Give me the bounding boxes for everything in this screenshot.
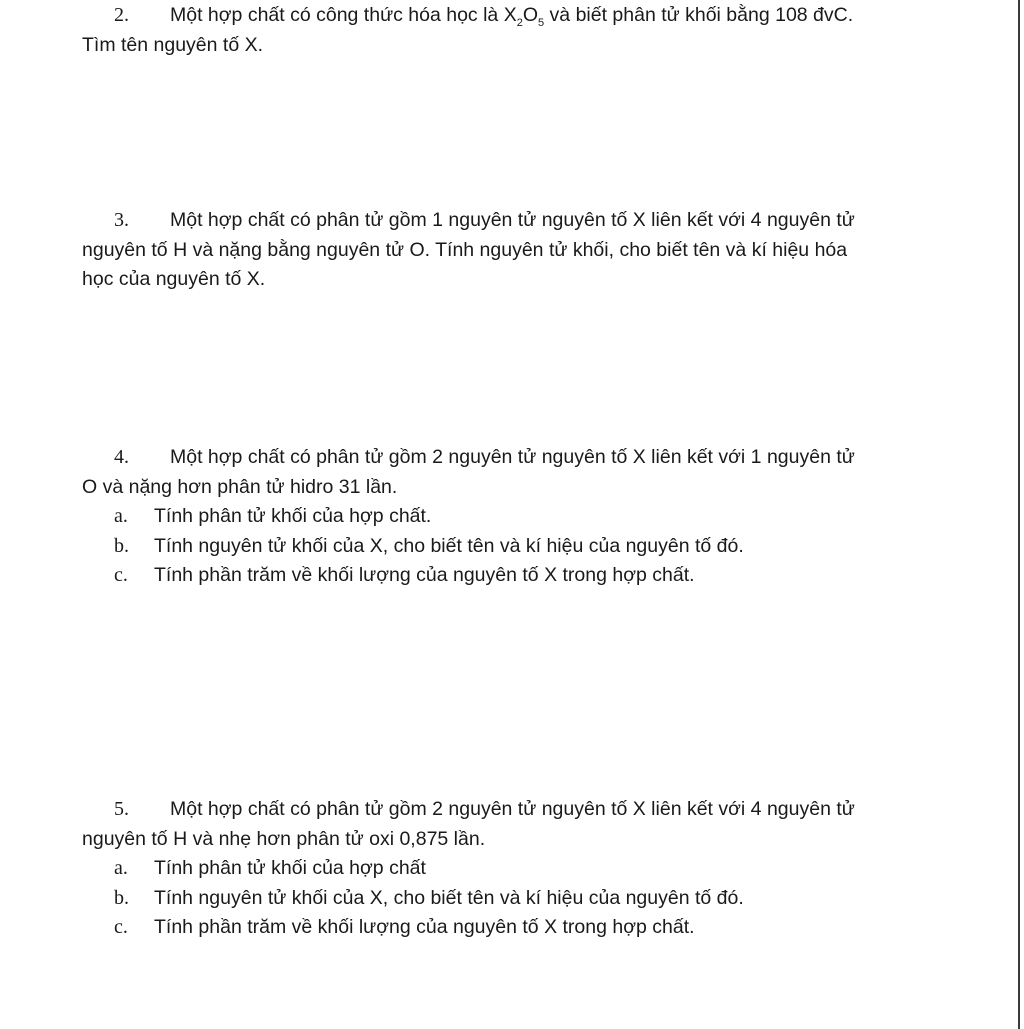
sub-question-text: Tính phần trăm về khối lượng của nguyên tố X trong hợp chất. [154,916,695,938]
question-4-line-2: O và nặng hơn phân tử hidro 31 lần. [82,475,398,498]
question-number: 4. [114,446,129,468]
question-text: Một hợp chất có phân tử gồm 2 nguyên tử nguyên tố X liên kết với 1 nguyên tử [170,446,855,468]
sub-question-label: b. [114,534,129,557]
formula-element: O [522,4,539,26]
question-3-line-2: nguyên tố H và nặng bằng nguyên tử O. Tính nguyên tử khối, cho biết tên và kí hiệu hóa [82,238,848,261]
sub-question-c [82,561,932,591]
question-3-line-1 [82,206,932,236]
question-number: 3. [114,209,129,231]
sub-question-text: Tính nguyên tử khối của X, cho biết tên và kí hiệu của nguyên tố đó. [154,886,744,909]
sub-question-label: a. [114,857,128,879]
question-number: 2. [114,4,129,26]
question-5-line-2: nguyên tố H và nhẹ hơn phân tử oxi 0,875 lần. [82,827,486,850]
sub-question-text: Tính phân tử khối của hợp chất [154,857,426,879]
question-4 [82,443,932,591]
question-2 [82,1,932,60]
sub-question-a [82,854,932,884]
question-number: 5. [114,798,129,820]
question-text: Một hợp chất có phân tử gồm 1 nguyên tử nguyên tố X liên kết với 4 nguyên tử [170,209,855,231]
sub-question-text: Tính phân tử khối của hợp chất. [154,505,432,527]
question-3 [82,206,932,295]
sub-question-c [82,913,932,943]
question-5-line-1 [82,795,932,825]
sub-question-text: Tính phần trăm về khối lượng của nguyên tố X trong hợp chất. [154,564,695,586]
sub-question-label: c. [114,564,128,586]
question-text: và biết phân tử khối bằng 108 đvC. [544,4,854,26]
question-3-line-3: học của nguyên tố X. [82,268,266,290]
page-edge-border [1018,0,1020,1029]
question-4-line-1 [82,443,932,473]
formula-subscript: 5 [538,16,545,29]
question-5 [82,795,932,943]
question-text: Một hợp chất có phân tử gồm 2 nguyên tử nguyên tố X liên kết với 4 nguyên tử [170,798,855,820]
sub-question-b [82,532,932,562]
sub-question-label: a. [114,505,128,527]
sub-question-label: b. [114,886,129,909]
sub-question-a [82,502,932,532]
question-text: Một hợp chất có công thức hóa học là X [170,4,517,26]
question-2-line-1 [82,1,932,31]
formula-subscript: 2 [516,16,523,29]
question-2-line-2: Tìm tên nguyên tố X. [82,33,264,56]
sub-question-label: c. [114,916,128,938]
sub-question-b [82,884,932,914]
sub-question-text: Tính nguyên tử khối của X, cho biết tên và kí hiệu của nguyên tố đó. [154,534,744,557]
